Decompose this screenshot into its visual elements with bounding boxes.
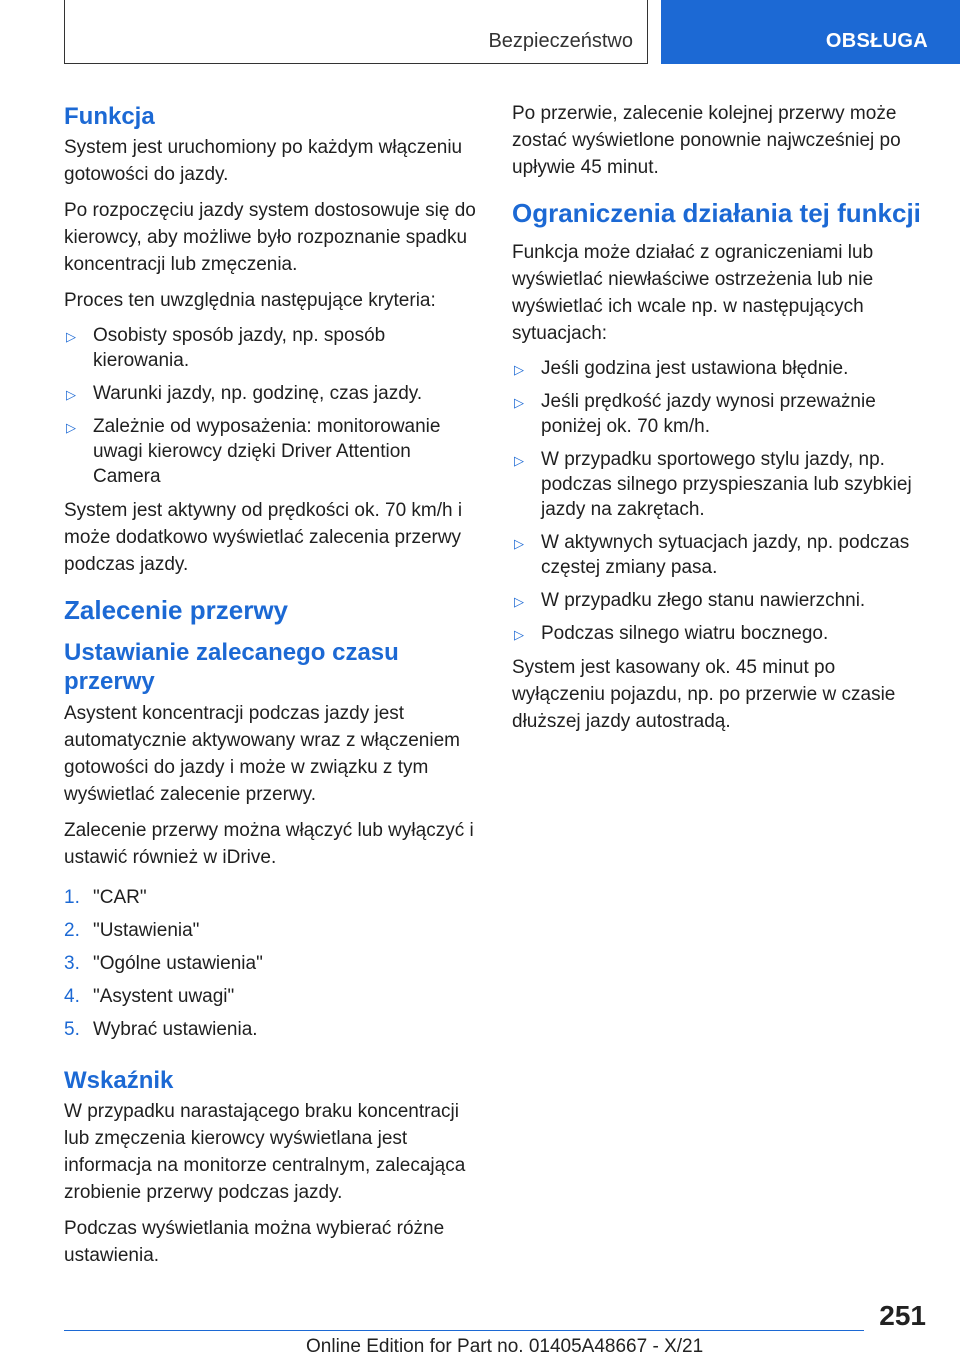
triangle-bullet-icon: ▷ [514,395,524,410]
ograniczenia-heading: Ograniczenia działania tej funkcji [512,198,921,228]
triangle-bullet-icon: ▷ [66,387,76,402]
right-column [512,100,928,744]
header-chapter-tab [661,0,960,64]
step-item: 2. "Ustawienia" [64,920,200,941]
paragraph: System jest aktywny od prędkości ok. 70 km/h i może dodatkowo wyświetlać zalecenia przerwy podczas jazdy. [64,500,463,575]
list-item: ▷ Jeśli godzina jest ustawiona błędnie. [512,356,928,381]
step-item: 1. "CAR" [64,887,147,908]
triangle-bullet-icon: ▷ [514,594,524,609]
paragraph: System jest uruchomiony po każdym włączeniu gotowości do jazdy. [64,137,463,185]
zalecenie-heading: Zalecenie przerwy [64,595,288,625]
chapter-label: OBSŁUGA [825,30,928,52]
list-item: ▷ Osobisty sposób jazdy, np. sposób kierowania. [66,325,386,371]
paragraph: Asystent koncentracji podczas jazdy jest automatycznie aktywowany wraz z włączeniem gotowości do jazdy i może w związku z tym wyświetlać zalecenie przerwy. [64,703,460,805]
left-column [64,100,480,1278]
page-number: 251 [879,1300,926,1331]
step-number: 4. [64,986,80,1007]
limitations-list [512,356,928,646]
paragraph: Po rozpoczęciu jazdy system dostosowuje się do kierowcy, aby możliwe było rozpoznanie spadku koncentracji lub zmęczenia. [64,200,476,275]
list-item: ▷ W przypadku sportowego stylu jazdy, np. podczas silnego przyspieszania lub szybkiej jazdy na zakrętach. [514,449,912,520]
list-item: ▷ W aktywnych sytuacjach jazdy, np. podczas częstej zmiany pasa. [514,532,910,578]
triangle-bullet-icon: ▷ [514,453,524,468]
step-number: 5. [64,1019,80,1040]
criteria-list [64,323,480,489]
paragraph: W przypadku narastającego braku koncentracji lub zmęczenia kierowcy wyświetlana jest informacja na monitorze centralnym, zalecająca zrobienie przerwy podczas jazdy. [64,1101,466,1203]
list-item: ▷ Warunki jazdy, np. godzinę, czas jazdy. [64,381,480,406]
section-label: Bezpieczeństwo [488,30,633,52]
wskaznik-heading: Wskaźnik [64,1067,174,1094]
step-number: 1. [64,887,80,908]
step-number: 3. [64,953,80,974]
step-item: 3. "Ogólne ustawienia" [64,953,263,974]
header-section-tab [64,0,648,64]
list-item: ▷ W przypadku złego stanu nawierzchni. [512,588,928,613]
paragraph: Funkcja może działać z ograniczeniami lub wyświetlać niewłaściwe ostrzeżenia lub nie wyświetlać ich wcale np. w następujących sytuacjach: [512,242,874,344]
list-item: ▷ Zależnie od wyposażenia: monitorowanie uwagi kierowcy dzięki Driver Attention Camera [66,416,441,487]
list-item: ▷ Jeśli prędkość jazdy wynosi przeważnie poniżej ok. 70 km/h. [514,391,876,437]
triangle-bullet-icon: ▷ [514,627,524,642]
triangle-bullet-icon: ▷ [514,362,524,377]
step-item: 4. "Asystent uwagi" [64,986,235,1007]
funkcja-heading: Funkcja [64,103,155,130]
paragraph: Po przerwie, zalecenie kolejnej przerwy może zostać wyświetlone ponownie najwcześniej po upływie 45 minut. [512,103,901,178]
paragraph: System jest kasowany ok. 45 minut po wyłączeniu pojazdu, np. po przerwie w czasie dłuższej jazdy autostradą. [512,657,896,732]
paragraph: Podczas wyświetlania można wybierać różne ustawienia. [64,1218,445,1266]
paragraph: Proces ten uwzględnia następujące kryteria: [64,290,436,311]
triangle-bullet-icon: ▷ [514,536,524,551]
step-item: 5. Wybrać ustawienia. [64,1019,258,1040]
triangle-bullet-icon: ▷ [66,420,76,435]
triangle-bullet-icon: ▷ [66,329,76,344]
zalecenie-subheading: Ustawianie zalecanego czasu przerwy [64,639,399,695]
steps-list [64,885,480,1042]
footer-divider [64,1330,864,1331]
paragraph: Zalecenie przerwy można włączyć lub wyłączyć i ustawić również w iDrive. [64,820,474,868]
edition-footer: Online Edition for Part no. 01405A48667 - X/21 [306,1336,704,1357]
step-number: 2. [64,920,80,941]
list-item: ▷ Podczas silnego wiatru bocznego. [512,621,928,646]
